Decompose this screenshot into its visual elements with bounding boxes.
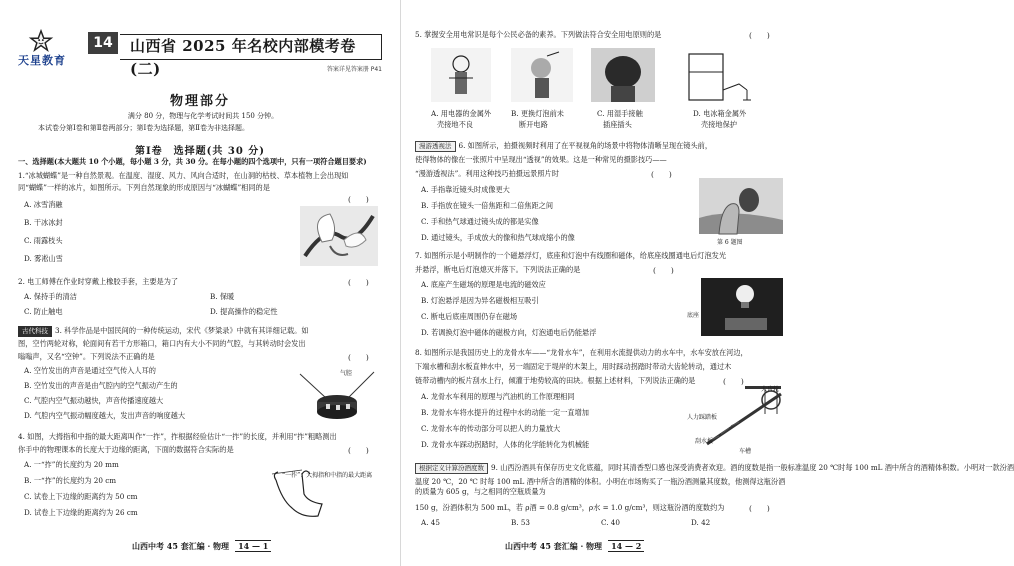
q1-answer-paren: ( ) <box>348 195 369 204</box>
q2-answer-paren: ( ) <box>348 278 369 287</box>
q6-option-b[interactable]: B. 手指放在镜头一倍焦距和二倍焦距之间 <box>421 201 554 210</box>
q1-option-a[interactable]: A. 冰雪消融 <box>24 200 63 209</box>
q6-stem: 漫游透视法 6. 如图所示，拍摄视频时利用了在平视视角的场景中将物体清晰呈现在镜头前， <box>415 141 712 152</box>
q8-stem-2: 下端水槽和刮水板直伸水中，另一端固定于堤岸的木架上，用时踩动拐踏时带动大齿轮转动，通过木 <box>415 362 732 371</box>
q3-option-d[interactable]: D. 气腔内空气振动幅度越大，发出声音的响度越大 <box>24 411 186 420</box>
q5-option-b-2: 断开电路 <box>519 120 548 129</box>
part-one-title: 第Ⅰ卷 选择题(共 30 分) <box>134 146 266 157</box>
q6-answer-paren: ( ) <box>651 170 672 179</box>
q6-stem-2: 使得物体的像在一张照片中呈现出“透视”的效果。这是一种常见的摄影技巧—— <box>415 155 667 164</box>
left-page <box>0 0 400 566</box>
q8-option-c[interactable]: C. 龙骨水车的传动部分可以把人的力量放大 <box>421 424 561 433</box>
paper-number-badge: 14 <box>88 32 118 54</box>
q9-answer-paren: ( ) <box>749 504 770 513</box>
q6-option-d[interactable]: D. 通过镜头，手成放大的像和热气球成缩小的像 <box>421 233 575 242</box>
right-page-number: 14 — 2 <box>608 540 644 552</box>
q5-option-b[interactable]: B. 更换灯泡前未 <box>511 109 564 118</box>
q6-topic-tag: 漫游透视法 <box>415 141 456 152</box>
q9-topic-tag: 根据定义计算汾酒度数 <box>415 463 488 474</box>
score-note: 满分 80 分，物理与化学考试时间共 150 分钟。 <box>127 112 279 120</box>
q2-option-d[interactable]: D. 提高操作的稳定性 <box>210 307 278 316</box>
q3-stem: 古代科技 3. 科学作品是中国民间的一种传统运动，宋代《梦粱录》中就有其详细记载。如 <box>18 326 309 337</box>
q3-option-a[interactable]: A. 空竹发出的声音是通过空气传入人耳的 <box>24 366 156 375</box>
q4-figure-label: “一拃”：大拇指和中指的最大距离 <box>282 472 373 479</box>
perspective-photo-figure <box>699 178 783 234</box>
left-page-number: 14 — 1 <box>235 540 271 552</box>
q2-option-c[interactable]: C. 防止触电 <box>24 307 63 316</box>
q1-option-d[interactable]: D. 雾凇山雪 <box>24 254 63 263</box>
q8-label-gear: 大齿轮 <box>761 386 780 393</box>
q7-option-a[interactable]: A. 底座产生磁场的原理是电流的磁效应 <box>421 280 546 289</box>
q3-figure-label: 气腔 <box>340 370 353 377</box>
answer-reference: 答案详见答案册 P41 <box>326 66 382 73</box>
q3-stem-3: 嗡嗡声，又名“空钟”。下列说法不正确的是 <box>18 352 155 361</box>
q8-option-a[interactable]: A. 龙骨水车利用的原理与汽油机的工作原理相同 <box>421 392 575 401</box>
q9-option-c[interactable]: C. 40 <box>601 518 620 527</box>
q4-option-c[interactable]: C. 试卷上下边缘的距离约为 50 cm <box>24 492 138 501</box>
q2-stem: 2. 电工师傅在作业时穿戴上橡胶手套，主要是为了 <box>18 277 179 286</box>
left-footer: 山西中考 45 套汇编 · 物理 14 — 1 <box>132 540 271 552</box>
diabolo-figure <box>296 368 378 422</box>
q4-option-a[interactable]: A. 一“拃”的长度约为 20 mm <box>24 460 119 469</box>
right-page <box>400 0 1014 566</box>
q9-option-d[interactable]: D. 42 <box>691 518 711 527</box>
q8-stem: 8. 如图所示是我国历史上的龙骨水车——“龙骨水车”，在利用水流提供动力的水车中，水车安放在河边， <box>415 348 748 357</box>
q7-answer-paren: ( ) <box>653 266 674 275</box>
q4-answer-paren: ( ) <box>348 446 369 455</box>
q5-option-d-2: 壳接地保护 <box>701 120 737 129</box>
q8-option-d[interactable]: D. 龙骨水车踩动拐踏时，人体的化学能转化为机械能 <box>421 440 590 449</box>
q1-stem: 1.“冰城蝴蝶”是一种自然景观。在温度、湿度、风力、风向合适时，在山洞的枯枝、草本植物上会出现如 <box>18 171 349 180</box>
section-title: 物理部分 <box>169 94 230 109</box>
q5-option-c[interactable]: C. 用湿手接触 <box>597 109 643 118</box>
maglev-lamp-figure <box>701 278 783 336</box>
q7-option-d[interactable]: D. 若调换灯泡中磁体的磁极方向，灯泡通电后仍能悬浮 <box>421 328 597 337</box>
q3-stem-2: 图，空竹两轮对称，轮面间有若干方形箱口，箱口内有大小不同的气腔，与其转动时会发出 <box>18 339 306 348</box>
right-footer: 山西中考 45 套汇编 · 物理 14 — 2 <box>505 540 644 552</box>
q8-option-b[interactable]: B. 龙骨水车将水提升的过程中水的动能一定一直增加 <box>421 408 589 417</box>
q5-option-c-figure <box>591 48 655 102</box>
star-logo-icon <box>30 30 52 52</box>
q7-figure-label: 底座 <box>687 312 700 319</box>
q6-figure-label: 第 6 题图 <box>717 239 743 246</box>
choice-instruction: 一、选择题(本大题共 10 个小题，每小题 3 分，共 30 分。在每小题的四个选项中，只有一项符合题目要求) <box>18 157 367 166</box>
q8-label-trough: 车槽 <box>739 448 752 455</box>
q5-stem: 5. 掌握安全用电常识是每个公民必备的素养。下列做法符合安全用电原则的是 <box>415 30 662 39</box>
q9-stem-2: 温度 20 ℃，20 ℃ 时每 100 mL 酒中所含的酒精的体积。小明在市场购买了一瓶汾酒测量其度数，他测得这瓶汾酒的质量为 605 g，与之相同的空瓶质量为 <box>415 477 786 496</box>
q4-option-b[interactable]: B. 一“拃”的长度约为 20 cm <box>24 476 117 485</box>
q7-option-c[interactable]: C. 断电后底座周围仍存在磁场 <box>421 312 518 321</box>
q7-stem-2: 并悬浮，断电后灯泡熄灭并落下。下列说法正确的是 <box>415 265 581 274</box>
q8-answer-paren: ( ) <box>723 377 744 386</box>
q4-option-d[interactable]: D. 试卷上下边缘的距离约为 26 cm <box>24 508 138 517</box>
q6-option-a[interactable]: A. 手指靠近镜头时成像更大 <box>421 185 510 194</box>
q2-option-a[interactable]: A. 保持手的清洁 <box>24 292 77 301</box>
q2-option-b[interactable]: B. 保暖 <box>210 292 235 301</box>
q3-answer-paren: ( ) <box>348 353 369 362</box>
q4-stem: 4. 如图，大拇指和中指的最大距离叫作“一拃”，拃根据经验估计“一拃”的长度，并利用“拃”粗略测出 <box>18 432 337 441</box>
exam-title: 山西省 2025 年名校内部模考卷(二) <box>120 34 382 60</box>
q5-option-d[interactable]: D. 电冰箱金属外 <box>693 109 747 118</box>
q9-option-b[interactable]: B. 53 <box>511 518 530 527</box>
q3-option-b[interactable]: B. 空竹发出的声音是由气腔内的空气振动产生的 <box>24 381 178 390</box>
q3-option-c[interactable]: C. 气腔内空气振动越快，声音传播速度越大 <box>24 396 164 405</box>
q3-topic-tag: 古代科技 <box>18 326 52 337</box>
q4-stem-2: 你手中的物理课本的长度大于边缘的距离，下面的数据符合实际的是 <box>18 445 234 454</box>
paper-structure-note: 本试卷分第Ⅰ卷和第Ⅱ卷两部分；第Ⅰ卷为选择题，第Ⅱ卷为非选择题。 <box>38 124 250 132</box>
brand-logo <box>10 30 90 70</box>
q8-stem-3: 链带动槽内的板片刮水上行，倾灌于地势较高的田块。根据上述材料，下列说法正确的是 <box>415 376 696 385</box>
q9-stem: 根据定义计算汾酒度数 9. 山西汾酒具有保存历史文化底蕴，同时其清香型口感也深受消费者欢迎。酒的度数是指一般标准温度 20 ℃时每 100 mL 酒中所含的酒精体积数。小明对一款汾酒 <box>415 463 1014 474</box>
q5-option-c-2: 插座插头 <box>603 120 632 129</box>
q5-option-b-figure <box>511 48 573 102</box>
ice-butterfly-figure <box>300 206 378 266</box>
q1-option-c[interactable]: C. 雨露枝头 <box>24 236 63 245</box>
q8-label-pedal: 人力踩踏板 <box>687 414 718 421</box>
q5-answer-paren: ( ) <box>749 31 770 40</box>
q9-stem-3: 150 g，汾酒体积为 500 mL，若 ρ酒 = 0.8 g/cm³，ρ水 = 1.0 g/cm³，则这瓶汾酒的度数约为 <box>415 503 725 512</box>
q7-option-b[interactable]: B. 灯泡悬浮是因为异名磁极相互吸引 <box>421 296 539 305</box>
q1-option-b[interactable]: B. 干冰冰封 <box>24 218 63 227</box>
q7-stem: 7. 如图所示是小明制作的一个磁悬浮灯，底座和灯泡中有线圈和磁体，给底座线圈通电后灯泡发光 <box>415 251 727 260</box>
q6-option-c[interactable]: C. 手和热气球通过镜头成的都是实像 <box>421 217 539 226</box>
q6-stem-3: “漫游透视法”。利用这种技巧拍摄远景照片时 <box>415 169 559 178</box>
q5-option-a-figure <box>431 48 491 102</box>
q1-stem-2: 同“蝴蝶”一样的冰片，如图所示。下列自然现象的形成原因与“冰蝴蝶”相同的是 <box>18 183 270 192</box>
q8-label-blade: 刮水板 <box>695 438 714 445</box>
q5-option-a[interactable]: A. 用电器的金属外 <box>431 109 492 118</box>
brand-name: 天星教育 <box>18 54 66 67</box>
q9-option-a[interactable]: A. 45 <box>421 518 440 527</box>
q5-option-d-figure <box>687 50 767 102</box>
q5-option-a-2: 壳接地不良 <box>437 120 473 129</box>
